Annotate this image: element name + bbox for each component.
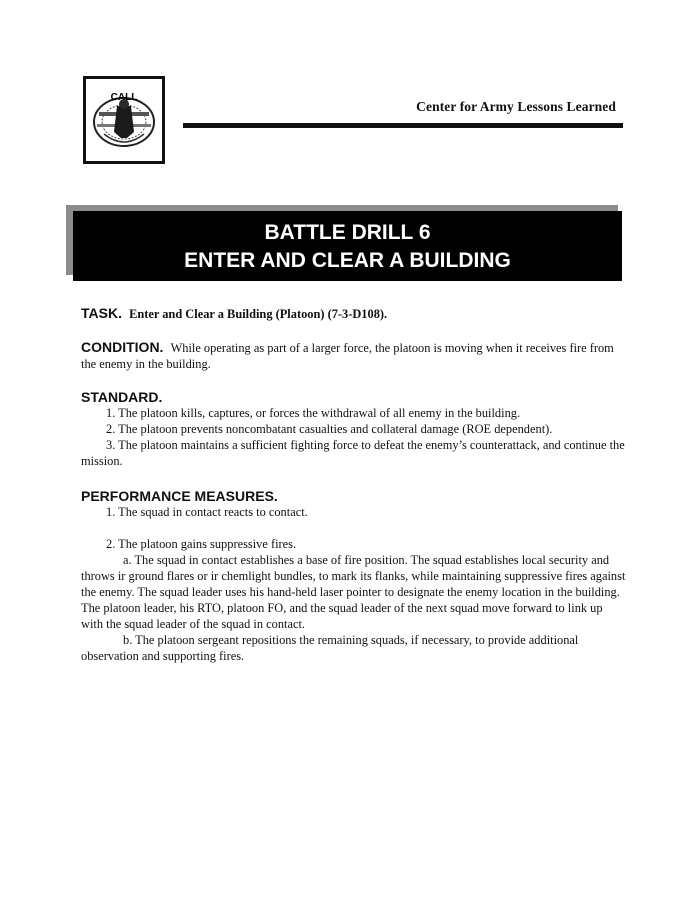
condition-section <box>81 339 626 372</box>
condition-label: CONDITION. <box>81 339 164 355</box>
call-seal-icon <box>89 82 159 158</box>
title-banner <box>73 211 622 281</box>
task-section <box>81 305 626 322</box>
performance-section <box>81 488 626 664</box>
standard-item-1: 1. The platoon kills, captures, or forces the withdrawal of all enemy in the building. <box>106 406 521 420</box>
condition-text: While operating as part of a larger force, the platoon is moving when it receives fire from the enemy in the building. <box>81 341 614 371</box>
banner-title-line1: BATTLE DRILL 6 <box>264 221 431 244</box>
banner-title-line2: ENTER AND CLEAR A BUILDING <box>184 249 511 272</box>
performance-label: PERFORMANCE MEASURES. <box>81 488 278 504</box>
standard-label: STANDARD. <box>81 389 163 405</box>
standard-item-3: 3. The platoon maintains a sufficient fighting force to defeat the enemy’s counterattack, and continue the mission. <box>81 438 625 468</box>
organization-name: Center for Army Lessons Learned <box>416 99 616 114</box>
performance-sub-b: b. The platoon sergeant repositions the remaining squads, if necessary, to provide additional observation and supporting fires. <box>81 633 579 663</box>
performance-item-2: 2. The platoon gains suppressive fires. <box>106 537 297 551</box>
standard-item-2: 2. The platoon prevents noncombatant casualties and collateral damage (ROE dependent). <box>106 422 553 436</box>
call-logo <box>83 76 165 164</box>
performance-sub-a: a. The squad in contact establishes a base of fire position. The squad establishes local security and throws ir ground flares or ir chemlight bundles, to mark its flanks, while maintaining suppressive fires against the enemy. The squad leader uses his hand-held laser pointer to designate the enemy location in the building. The platoon leader, his RTO, platoon FO, and the squad leader of the next squad move forward to link up with the squad leader of the squad in contact. <box>81 553 626 631</box>
task-label: TASK. <box>81 305 122 321</box>
task-text: Enter and Clear a Building (Platoon) (7-3-D108). <box>129 307 388 321</box>
performance-item-1: 1. The squad in contact reacts to contact. <box>106 505 308 519</box>
logo-text: CALL <box>110 92 138 103</box>
standard-section <box>81 389 626 469</box>
header-rule <box>183 123 623 128</box>
